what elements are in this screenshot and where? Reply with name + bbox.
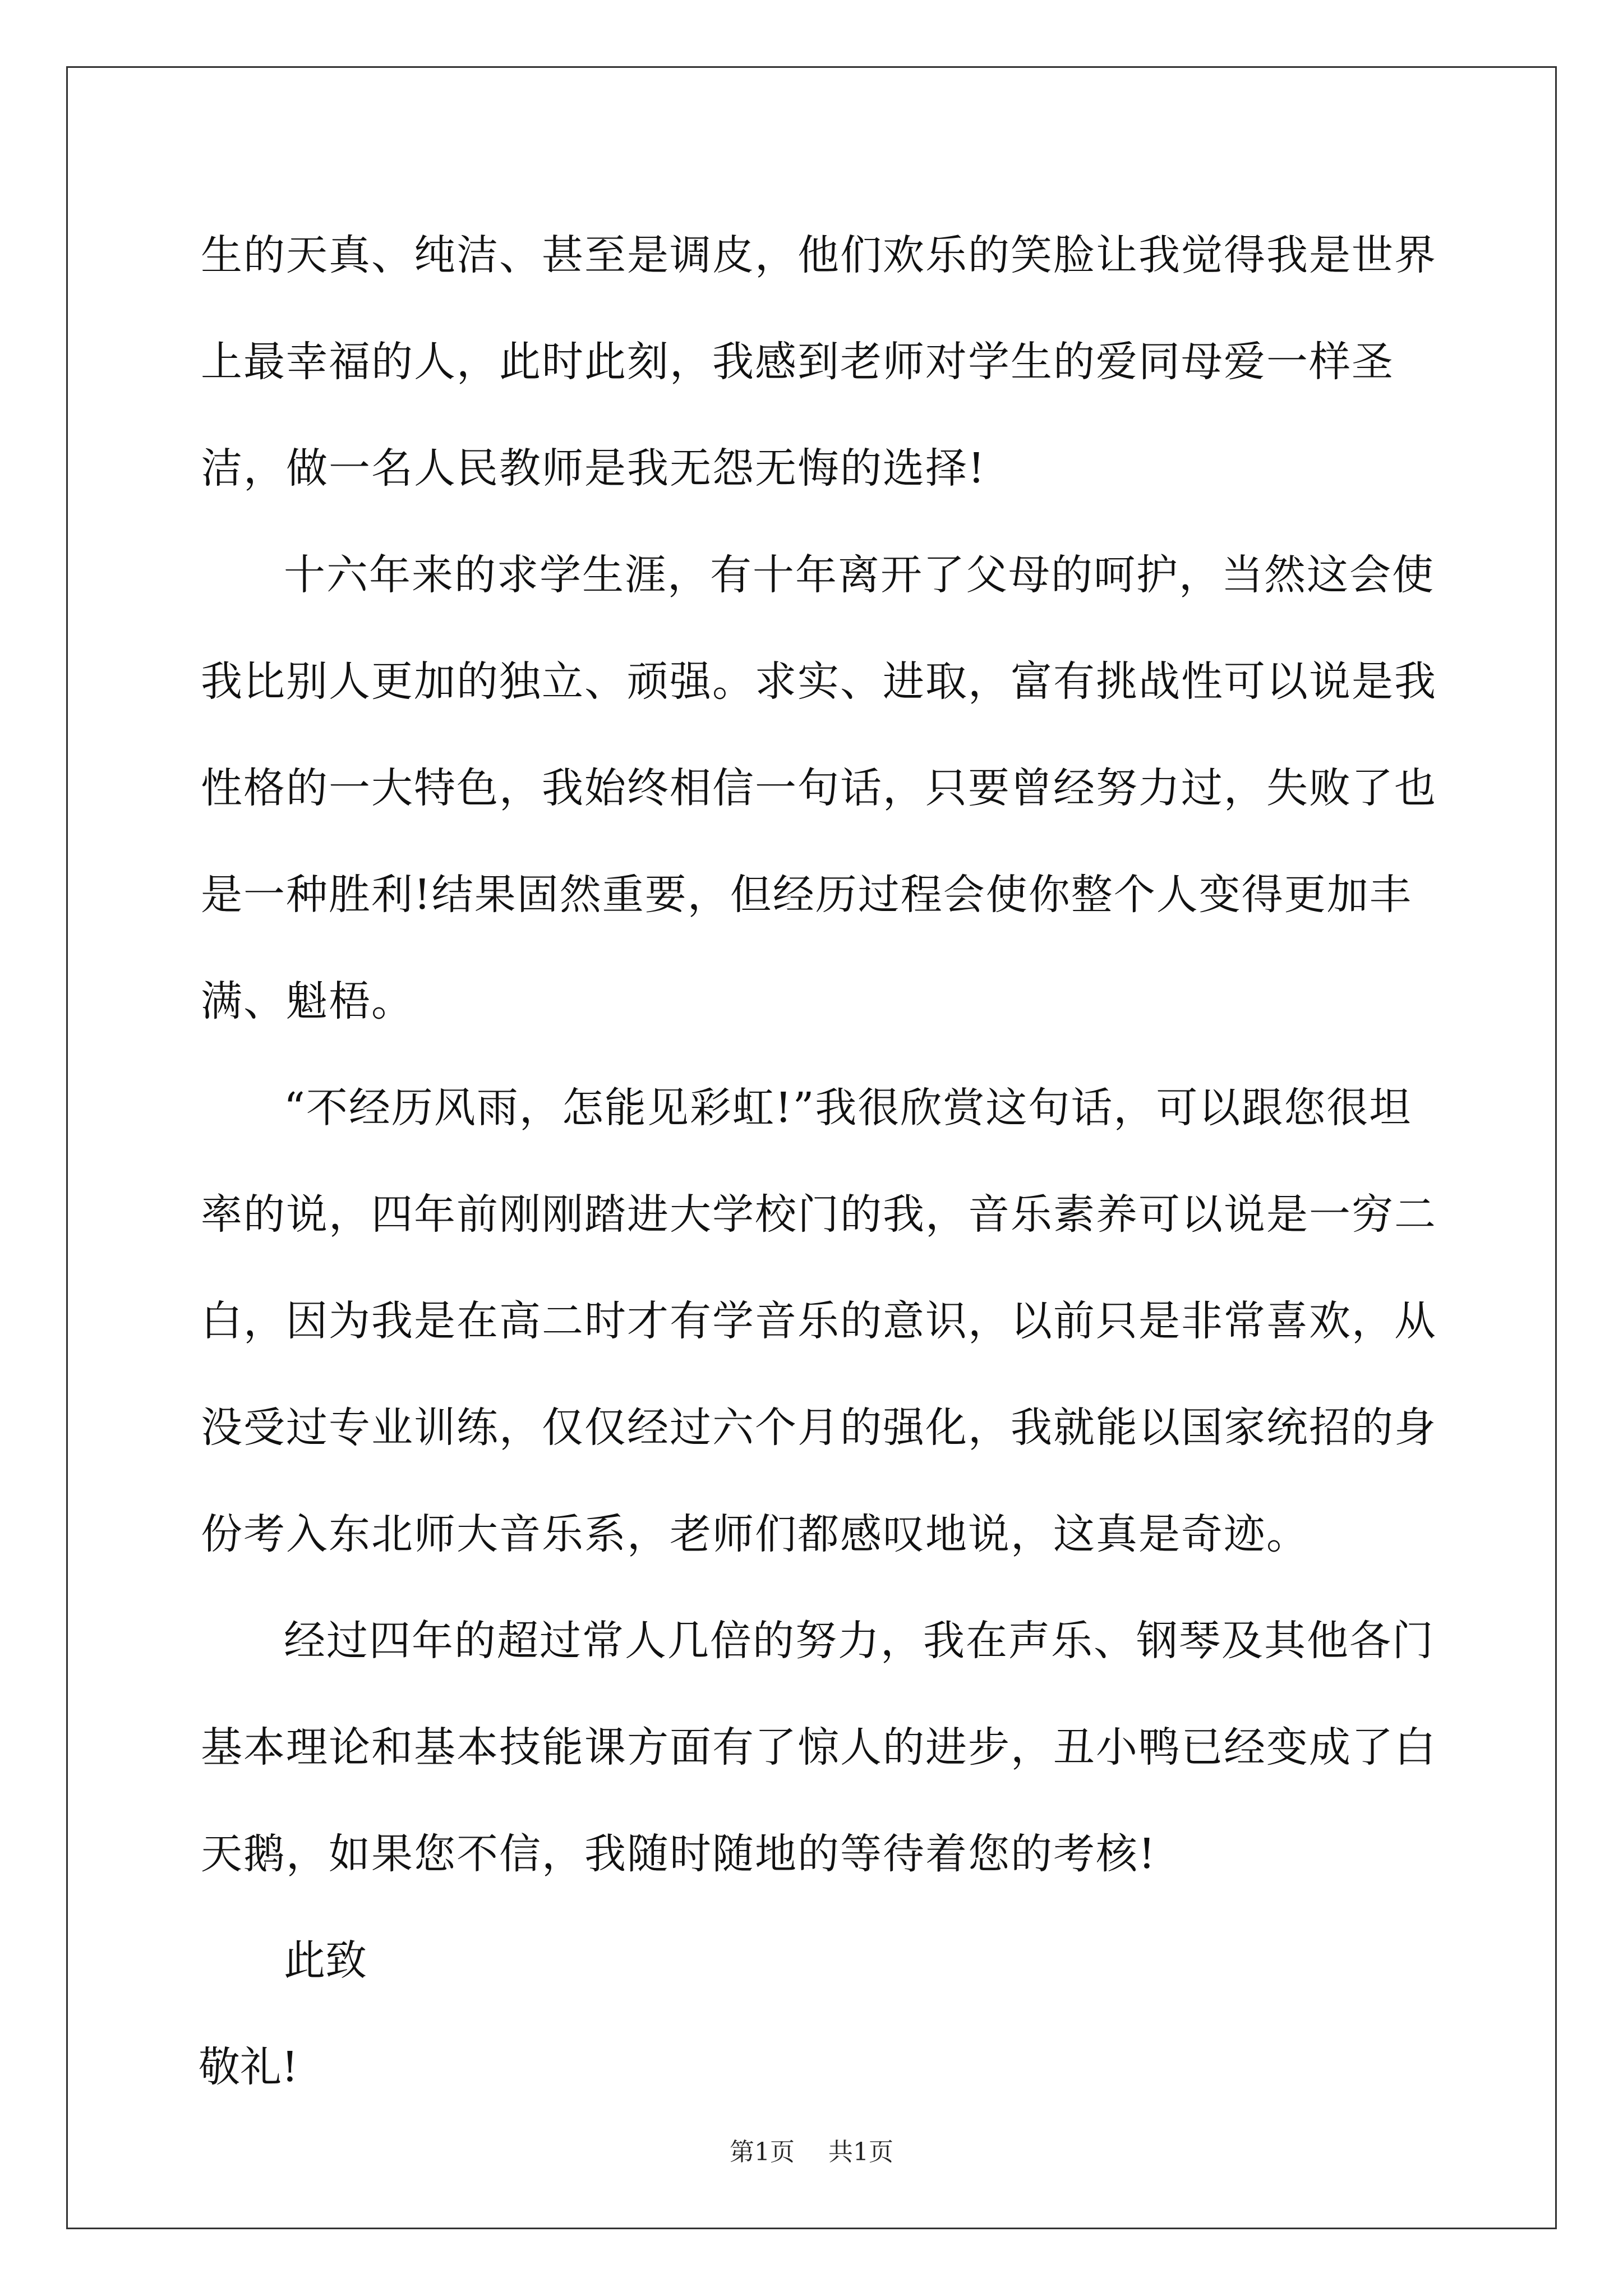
page-total: 共1页 [828, 2138, 893, 2166]
page-number: 第1页 [730, 2138, 795, 2166]
paragraph-4: 经过四年的超过常人几倍的努力，我在声乐、钢琴及其他各门基本理论和基本技能课方面有了惊人的进步，丑小鸭已经变成了白天鹅，如果您不信，我随时随地的等待着您的考核! [201, 1617, 1437, 1878]
paragraph-3: “不经历风雨，怎能见彩虹!”我很欣赏这句话，可以跟您很坦率的说，四年前刚刚踏进大学校门的我，音乐素养可以说是一穷二白，因为我是在高二时才有学音乐的意识，以前只是非常喜欢，从没受过专业训练，仅仅经过六个月的强化，我就能以国家统招的身份考入东北师大音乐系，老师们都感叹地说，这真是奇迹。 [201, 1084, 1437, 1558]
paragraph-1: 生的天真、纯洁、甚至是调皮，他们欢乐的笑脸让我觉得我是世界上最幸福的人，此时此刻，我感到老师对学生的爱同母爱一样圣洁，做一名人民教师是我无怨无悔的选择! [201, 231, 1437, 493]
closing: 敬礼! [199, 2043, 298, 2091]
page-footer [0, 2132, 1623, 2168]
paragraph-2: 十六年来的求学生涯，有十年离开了父母的呵护，当然这会使我比别人更加的独立、顽强。求实、进取，富有挑战性可以说是我性格的一大特色，我始终相信一句话，只要曾经努力过，失败了也是一种胜利!结果固然重要，但经历过程会使你整个人变得更加丰满、魁梧。 [201, 551, 1437, 1025]
salutation: 此致 [284, 1936, 367, 1985]
letter-body [201, 202, 1441, 2120]
